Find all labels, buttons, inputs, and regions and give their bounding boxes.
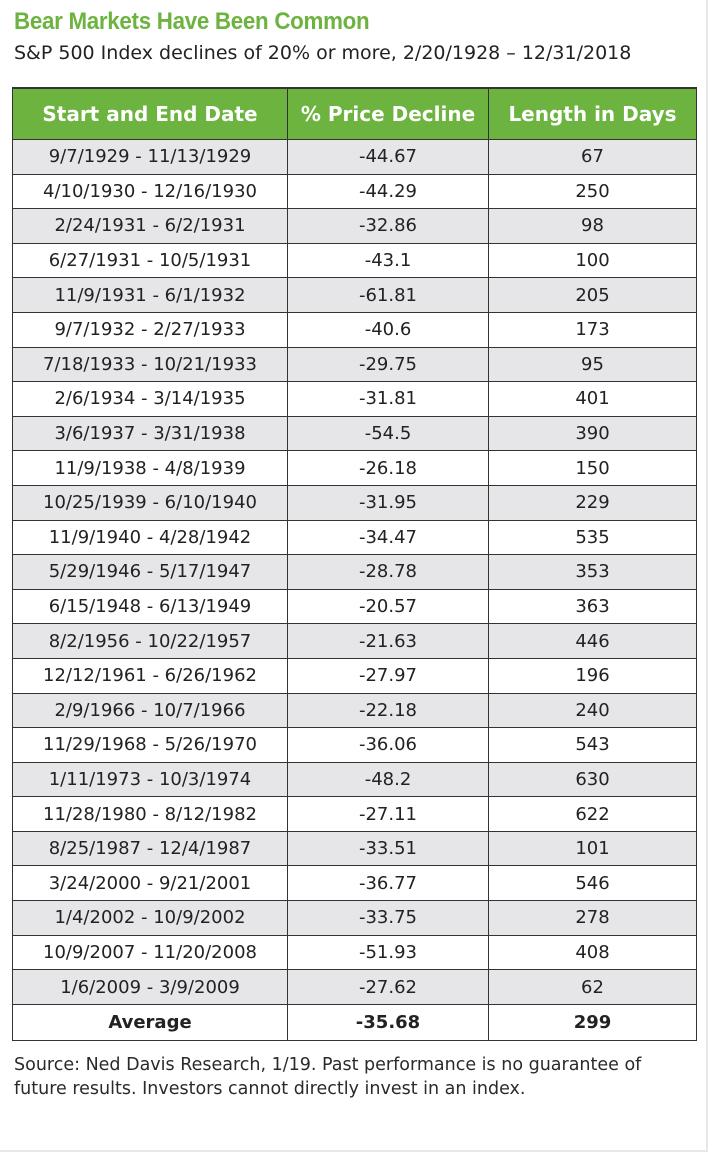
date-range-cell: 6/15/1948 - 6/13/1949 — [13, 589, 288, 624]
price-decline-cell: -54.5 — [288, 416, 489, 451]
table-row — [13, 693, 697, 728]
table-row — [13, 866, 697, 901]
date-range-cell: 2/9/1966 - 10/7/1966 — [13, 693, 288, 728]
table-row — [13, 555, 697, 590]
table-row — [13, 416, 697, 451]
price-decline-cell: -44.67 — [288, 140, 489, 175]
header-start-end-date: Start and End Date — [13, 88, 288, 140]
price-decline-cell: -31.95 — [288, 485, 489, 520]
date-range-cell: 7/18/1933 - 10/21/1933 — [13, 347, 288, 382]
price-decline-cell: -34.47 — [288, 520, 489, 555]
price-decline-cell: -33.75 — [288, 901, 489, 936]
table-row — [13, 831, 697, 866]
average-length-days: 299 — [489, 1004, 697, 1040]
table-row — [13, 174, 697, 209]
date-range-cell: 2/24/1931 - 6/2/1931 — [13, 209, 288, 244]
length-days-cell: 408 — [489, 935, 697, 970]
price-decline-cell: -26.18 — [288, 451, 489, 486]
date-range-cell: 8/2/1956 - 10/22/1957 — [13, 624, 288, 659]
date-range-cell: 5/29/1946 - 5/17/1947 — [13, 555, 288, 590]
table-row — [13, 382, 697, 417]
price-decline-cell: -36.77 — [288, 866, 489, 901]
table-row — [13, 312, 697, 347]
date-range-cell: 11/29/1968 - 5/26/1970 — [13, 728, 288, 763]
length-days-cell: 173 — [489, 312, 697, 347]
length-days-cell: 250 — [489, 174, 697, 209]
date-range-cell: 1/11/1973 - 10/3/1974 — [13, 762, 288, 797]
header-length-in-days: Length in Days — [489, 88, 697, 140]
price-decline-cell: -43.1 — [288, 243, 489, 278]
date-range-cell: 4/10/1930 - 12/16/1930 — [13, 174, 288, 209]
price-decline-cell: -27.62 — [288, 970, 489, 1005]
date-range-cell: 11/9/1931 - 6/1/1932 — [13, 278, 288, 313]
date-range-cell: 2/6/1934 - 3/14/1935 — [13, 382, 288, 417]
date-range-cell: 11/9/1938 - 4/8/1939 — [13, 451, 288, 486]
date-range-cell: 9/7/1929 - 11/13/1929 — [13, 140, 288, 175]
price-decline-cell: -27.97 — [288, 658, 489, 693]
length-days-cell: 401 — [489, 382, 697, 417]
length-days-cell: 630 — [489, 762, 697, 797]
length-days-cell: 101 — [489, 831, 697, 866]
table-row — [13, 278, 697, 313]
price-decline-cell: -61.81 — [288, 278, 489, 313]
length-days-cell: 100 — [489, 243, 697, 278]
price-decline-cell: -51.93 — [288, 935, 489, 970]
length-days-cell: 446 — [489, 624, 697, 659]
table-row — [13, 797, 697, 832]
price-decline-cell: -36.06 — [288, 728, 489, 763]
chart-subtitle: S&P 500 Index declines of 20% or more, 2/20/1928 – 12/31/2018 — [14, 42, 632, 64]
length-days-cell: 196 — [489, 658, 697, 693]
length-days-cell: 67 — [489, 140, 697, 175]
price-decline-cell: -33.51 — [288, 831, 489, 866]
table-row — [13, 485, 697, 520]
price-decline-cell: -31.81 — [288, 382, 489, 417]
table-row — [13, 658, 697, 693]
table-row — [13, 520, 697, 555]
header-price-decline: % Price Decline — [288, 88, 489, 140]
bear-market-table — [12, 87, 697, 1041]
length-days-cell: 546 — [489, 866, 697, 901]
date-range-cell: 3/6/1937 - 3/31/1938 — [13, 416, 288, 451]
length-days-cell: 62 — [489, 970, 697, 1005]
length-days-cell: 98 — [489, 209, 697, 244]
table-row — [13, 140, 697, 175]
price-decline-cell: -22.18 — [288, 693, 489, 728]
source-note: Source: Ned Davis Research, 1/19. Past performance is no guarantee of future results. Investors cannot directly invest in an index. — [14, 1055, 642, 1099]
length-days-cell: 543 — [489, 728, 697, 763]
header-row — [13, 88, 697, 140]
table-row — [13, 970, 697, 1005]
date-range-cell: 8/25/1987 - 12/4/1987 — [13, 831, 288, 866]
date-range-cell: 11/9/1940 - 4/28/1942 — [13, 520, 288, 555]
table-row — [13, 451, 697, 486]
table-row — [13, 728, 697, 763]
price-decline-cell: -32.86 — [288, 209, 489, 244]
length-days-cell: 353 — [489, 555, 697, 590]
table-row — [13, 762, 697, 797]
length-days-cell: 205 — [489, 278, 697, 313]
table-row — [13, 624, 697, 659]
length-days-cell: 229 — [489, 485, 697, 520]
length-days-cell: 535 — [489, 520, 697, 555]
price-decline-cell: -48.2 — [288, 762, 489, 797]
length-days-cell: 150 — [489, 451, 697, 486]
table-body — [13, 140, 697, 1041]
length-days-cell: 390 — [489, 416, 697, 451]
date-range-cell: 3/24/2000 - 9/21/2001 — [13, 866, 288, 901]
date-range-cell: 11/28/1980 - 8/12/1982 — [13, 797, 288, 832]
price-decline-cell: -20.57 — [288, 589, 489, 624]
average-label: Average — [13, 1004, 288, 1040]
price-decline-cell: -44.29 — [288, 174, 489, 209]
price-decline-cell: -21.63 — [288, 624, 489, 659]
table-row — [13, 243, 697, 278]
price-decline-cell: -27.11 — [288, 797, 489, 832]
price-decline-cell: -40.6 — [288, 312, 489, 347]
date-range-cell: 1/4/2002 - 10/9/2002 — [13, 901, 288, 936]
average-row — [13, 1004, 697, 1040]
length-days-cell: 363 — [489, 589, 697, 624]
date-range-cell: 10/25/1939 - 6/10/1940 — [13, 485, 288, 520]
table-row — [13, 935, 697, 970]
length-days-cell: 95 — [489, 347, 697, 382]
average-price-decline: -35.68 — [288, 1004, 489, 1040]
price-decline-cell: -29.75 — [288, 347, 489, 382]
length-days-cell: 622 — [489, 797, 697, 832]
table-row — [13, 209, 697, 244]
table-row — [13, 901, 697, 936]
date-range-cell: 9/7/1932 - 2/27/1933 — [13, 312, 288, 347]
length-days-cell: 240 — [489, 693, 697, 728]
chart-title: Bear Markets Have Been Common — [14, 8, 370, 35]
table-row — [13, 589, 697, 624]
date-range-cell: 1/6/2009 - 3/9/2009 — [13, 970, 288, 1005]
date-range-cell: 10/9/2007 - 11/20/2008 — [13, 935, 288, 970]
length-days-cell: 278 — [489, 901, 697, 936]
date-range-cell: 6/27/1931 - 10/5/1931 — [13, 243, 288, 278]
date-range-cell: 12/12/1961 - 6/26/1962 — [13, 658, 288, 693]
table-row — [13, 347, 697, 382]
price-decline-cell: -28.78 — [288, 555, 489, 590]
